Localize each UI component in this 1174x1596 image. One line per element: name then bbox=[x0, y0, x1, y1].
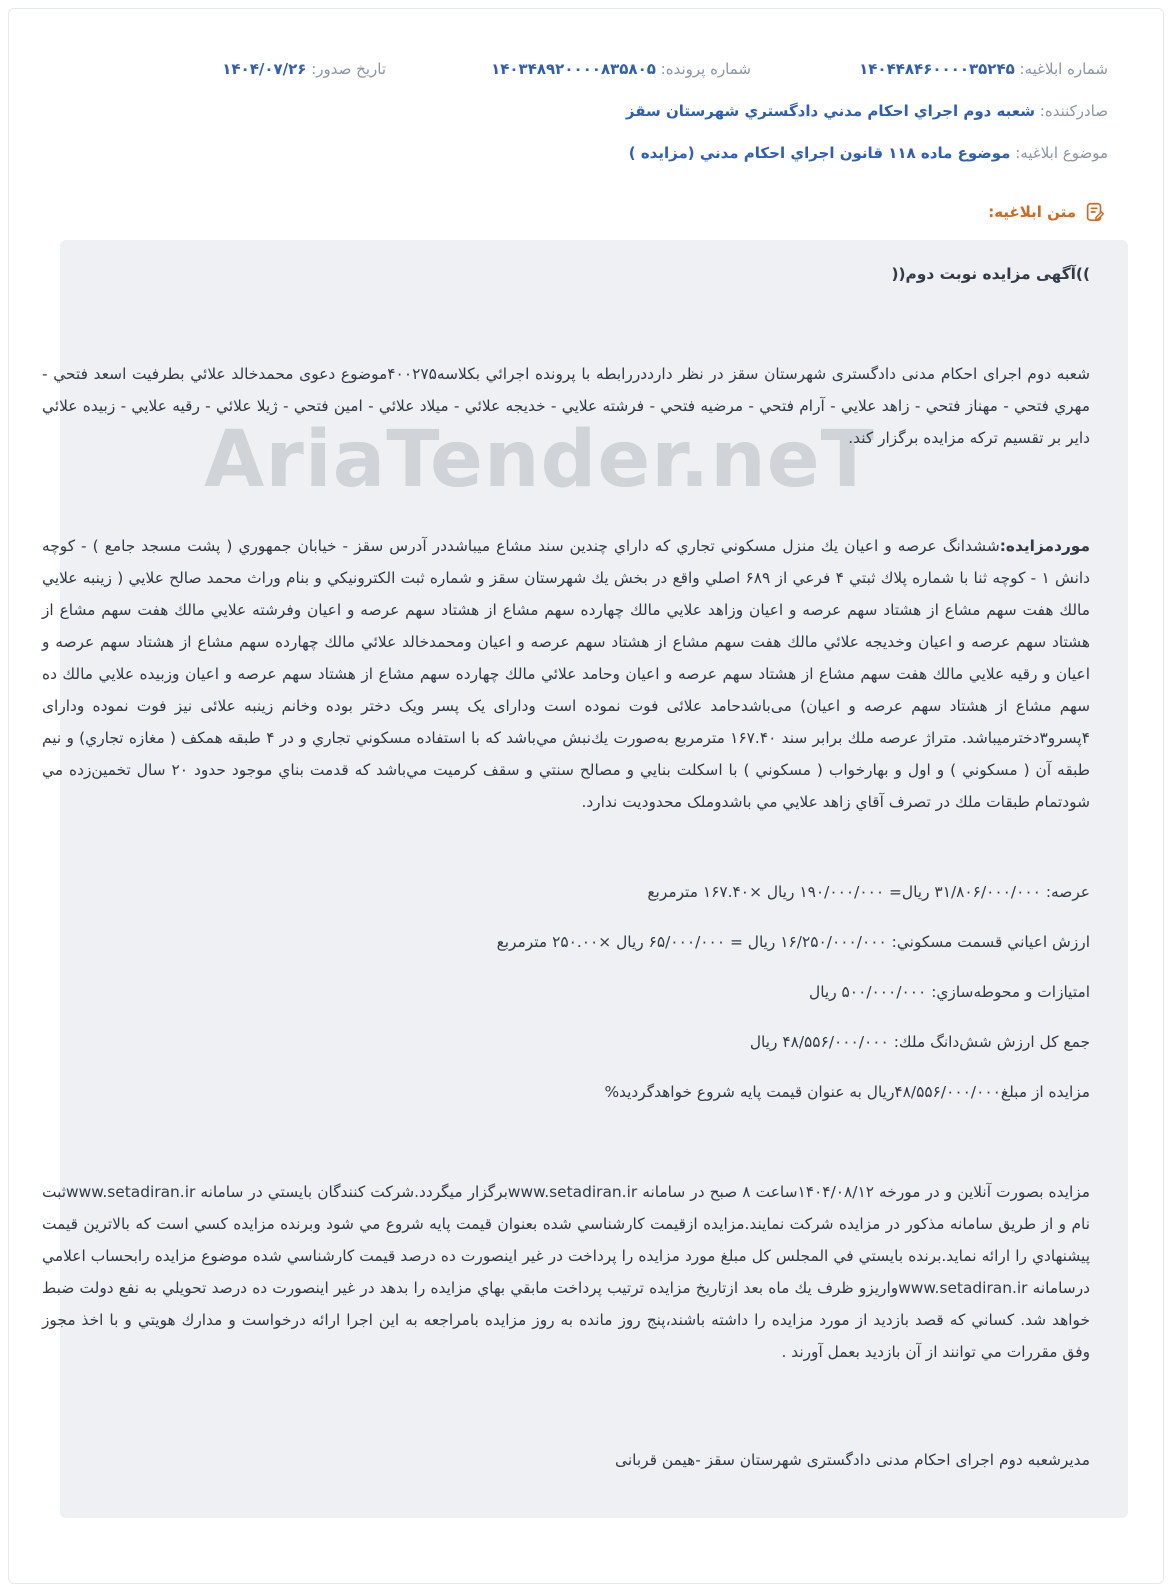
issue-date bbox=[222, 58, 386, 80]
case-number-label: شماره پرونده: bbox=[660, 60, 751, 78]
paragraph-intro: شعبه دوم اجرای احکام مدنی دادگستری شهرستان سقز در نظر دارددررابطه با پرونده اجرائي بكلاسه۴۰۰۲۷۵موضوع دعوی محمدخالد علائي بطرفيت اسعد فتحي - مهري فتحي - مهناز فتحي - زاهد علايي - آرام فتحي - مرضيه فتحي - فرشته علايي - خديجه علائي - ميلاد علائي - امين فتحي - ژيلا علائي - رقيه علايي - زبيده علائي داير بر تقسيم تركه مزايده برگزار کند. bbox=[42, 365, 1090, 447]
notice-heading: ))آگهی مزایده نوبت دوم(( bbox=[891, 265, 1090, 283]
issue-date-label: تاریخ صدور: bbox=[311, 60, 386, 78]
case-number-value: ۱۴۰۳۴۸۹۲۰۰۰۰۸۳۵۸۰۵ bbox=[491, 60, 656, 78]
issue-date-value: ۱۴۰۴/۰۷/۲۶ bbox=[222, 60, 307, 78]
subject-label: موضوع ابلاغیه: bbox=[1015, 144, 1108, 162]
note-edit-icon bbox=[1084, 201, 1106, 223]
notice-number-label: شماره ابلاغیه: bbox=[1019, 60, 1108, 78]
notice-text-title-label: متن ابلاغیه: bbox=[988, 203, 1076, 221]
signature-line: مديرشعبه دوم اجرای احکام مدنی دادگستری شهرستان سقز -هیمن قربانی bbox=[615, 1451, 1090, 1469]
watermark-text: AriaTender.neT bbox=[204, 415, 875, 505]
paragraph-auction-terms: مزايده بصورت آنلاين و در مورخه ۱۴۰۴/۰۸/۱۲ساعت ۸ صبح در سامانه www.setadiran.irبرگزار ميگردد.شركت كنندگان بايستي در سامانه www.setadiran.irثبت نام و از طريق سامانه مذكور در مزايده شركت نمايند.مزايده ازقيمت كارشناسي شده بعنوان قيمت پايه شروع مي شود وبرنده مزايده كسي است كه بالاترين قيمت پيشنهادي را ارائه نمايد.برنده بايستي في المجلس كل مبلغ مورد مزايده را پرداخت در غير اينصورت ده درصد قيمت كارشناسي شده موضوع مزايده رابحساب اعلامي درسامانه www.setadiran.irواريزو ظرف يك ماه بعد ازتاريخ مزايده ترتيب پرداخت مابقي بهاي مزايده را بدهد در غير اينصورت ده درصد تحويلي به نفع دولت ضبط خواهد شد. كساني كه قصد بازديد از مورد مزايده را داشته باشند،پنج روز مانده به روز مزايده بامراجعه به اين اجرا ارائه درخواست و مدارك هويتي و با اخذ مجوز وفق مقررات مي توانند از آن بازديد بعمل آورند . bbox=[42, 1183, 1090, 1361]
subject-property-label: موردمزایده: bbox=[999, 537, 1090, 555]
subject-property-text: ششدانگ عرصه و اعيان يك منزل مسكوني تجاري كه داراي چندين سند مشاع ميباشددر آدرس سقز - خيابان جمهوري ( پشت مسجد جامع ) - كوچه دانش ۱ - كوچه ثنا با شماره پلاك ثبتي ۴ فرعي از ۶۸۹ اصلي واقع در بخش يك شهرستان سقز و شماره ثبت الكترونيكي و بنام وراث محمد صالح علايي ( زينبه علايي مالك هفت سهم مشاع از هشتاد سهم عرصه و اعيان وزاهد علايي مالك چهارده سهم مشاع از هشتاد سهم عرصه و اعيان وفرشته علايي مالك هفت سهم مشاع از هشتاد سهم عرصه و اعيان وخديجه علائي مالك هفت سهم مشاع از هشتاد سهم عرصه و اعيان ومحمدخالد علائي مالك چهارده سهم مشاع از هشتاد سهم عرصه و اعيان و رقيه علايي مالك هفت سهم مشاع از هشتاد سهم عرصه و اعيان وحامد علائي مالك چهارده سهم مشاع از هشتاد سهم عرصه و اعيان وزبيده علايي مالك ده سهم مشاع از هشتاد سهم عرصه و اعيان) می‌باشدحامد علائی فوت نموده است ودارای یک پسر ویک دختر بوده وخانم زینبه علائی نیز فوت نموده ودارای ۴پسرو۳دخترمیباشد. متراژ عرصه ملك برابر سند ۱۶۷.۴۰ مترمربع به‌صورت يك‌نبش مي‌باشد كه با استفاده مسكوني تجاري و در ۴ طبقه همكف ( مغازه تجاري) و نيم طبقه آن ( مسكوني ) و اول و بهارخواب ( مسكوني ) با اسكلت بنايي و مصالح سنتي و سقف كرميت مي‌باشد كه قدمت بناي موجود حدود ۲۰ سال تخمين‌زده مي شودتمام طبقات ملك در تصرف آقاي زاهد علايي مي باشدوملک محدودیت ندارد. bbox=[42, 537, 1091, 811]
issuer-value: شعبه دوم اجراي احكام مدني دادگستري شهرستان سقز bbox=[625, 102, 1035, 120]
start-price-line: مزایده از مبلغ۴۸/۵۵۶/۰۰۰/۰۰۰ریال به عنوان قیمت پایه شروع خواهدگردید% bbox=[604, 1083, 1090, 1101]
meta-row-issuer bbox=[66, 100, 1108, 122]
notice-number bbox=[859, 58, 1108, 80]
subject-value: موضوع ماده ۱۱۸ قانون اجراي احكام مدني (مزايده ) bbox=[628, 144, 1011, 162]
meta-row-subject bbox=[66, 142, 1108, 164]
notice-number-value: ۱۴۰۴۴۸۴۶۰۰۰۰۳۵۲۴۵ bbox=[859, 60, 1015, 78]
land-value-line: عرصه: ۳۱/۸۰۶/۰۰۰/۰۰۰ ریال= ۱۹۰/۰۰۰/۰۰۰ ريال ×۱۶۷.۴۰ مترمربع bbox=[647, 883, 1090, 901]
issuer-label: صادرکننده: bbox=[1039, 102, 1108, 120]
total-value-line: جمع كل ارزش شش‌دانگ ملك: ۴۸/۵۵۶/۰۰۰/۰۰۰ ريال bbox=[749, 1033, 1090, 1051]
residential-value-line: ارزش اعياني قسمت مسكوني: ۱۶/۲۵۰/۰۰۰/۰۰۰ ريال = ۶۵/۰۰۰/۰۰۰ ريال ×۲۵۰.۰۰ مترمربع bbox=[496, 933, 1090, 951]
notice-text-title bbox=[988, 201, 1106, 223]
case-number bbox=[491, 58, 751, 80]
paragraph-subject-property bbox=[42, 530, 1090, 818]
concessions-line: امتيازات و محوطه‌سازي: ۵۰۰/۰۰۰/۰۰۰ ريال bbox=[809, 983, 1090, 1001]
